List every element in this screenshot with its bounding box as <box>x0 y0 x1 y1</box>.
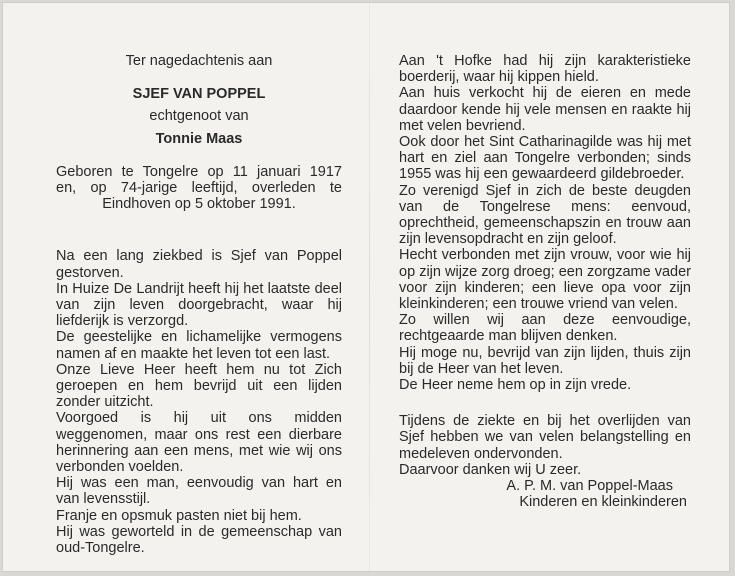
intro-text: Ter nagedachtenis aan <box>125 53 273 69</box>
paragraph: Hecht verbonden met zijn vrouw, voor wie hij op zijn wijze zorg droeg; een zorgzame vader voor zijn kinderen; een lieve opa voor zijn kleinkinderen; een trouwe vriend van velen. <box>399 247 691 313</box>
left-page <box>56 53 342 556</box>
memorial-card <box>2 2 730 572</box>
card-fold-line <box>369 2 370 572</box>
birth-line-2: en, op 74-jarige leeftijd, overleden te <box>56 180 342 197</box>
paragraph: In Huize De Landrijt heeft hij het laatste deel van zijn leven doorgebracht, waar hij liefderijk is verzorgd. <box>56 280 342 330</box>
right-text-block <box>399 53 691 393</box>
paragraph: Na een lang ziekbed is Sjef van Poppel gestorven. <box>56 248 342 281</box>
signature-family: Kinderen en kleinkinderen <box>519 494 687 511</box>
thanks-block <box>399 413 691 478</box>
paragraph: Aan 't Hofke had hij zijn karakteristieke boerderij, waar hij kippen hield. <box>399 53 691 86</box>
paragraph: Hij moge nu, bevrijd van zijn lijden, thuis zijn bij de Heer van het leven. <box>399 344 691 377</box>
paragraph: Zo willen wij aan deze eenvoudige, rechtgeaarde man blijven denken. <box>399 312 691 345</box>
thanks-closing: Daarvoor danken wij U zeer. <box>399 461 582 478</box>
signature <box>399 478 691 510</box>
signature-name: A. P. M. van Poppel-Maas <box>506 478 673 495</box>
paragraph: De geestelijke en lichamelijke vermogens namen af en maakte het leven tot een last. <box>56 329 342 362</box>
paragraph: Hij was geworteld in de gemeenschap van oud-Tongelre. <box>56 523 342 557</box>
left-text-block <box>56 248 342 556</box>
paragraph: Franje en opsmuk pasten niet bij hem. <box>56 507 302 524</box>
paragraph: Aan huis verkocht hij de eieren en mede daardoor kende hij vele mensen en raakte hij met velen bevriend. <box>399 85 691 134</box>
right-page <box>399 53 691 510</box>
paragraph: Zo verenigd Sjef in zich de beste deugden van de Tongelrese mens: eenvoud, oprechtheid, gemeenschapszin en trouw aan zijn levensopdracht en zijn geloof. <box>399 182 691 248</box>
spouse-name: Tonnie Maas <box>155 130 243 147</box>
paragraph: Voorgoed is hij uit ons midden weggenomen, maar ons rest een dierbare herinnering aan een mens, met wie wij ons verbonden voelden. <box>56 410 342 476</box>
paragraph: De Heer neme hem op in zijn vrede. <box>399 377 632 394</box>
relation-text: echtgenoot van <box>149 108 249 125</box>
paragraph: Hij was een man, eenvoudig van hart en van levensstijl. <box>56 475 342 508</box>
thanks-text: Tijdens de ziekte en bij het overlijden van Sjef hebben we van velen belangstelling en medeleven ondervonden. <box>399 413 691 462</box>
birth-line-3: Eindhoven op 5 oktober 1991. <box>102 196 296 213</box>
deceased-name: SJEF VAN POPPEL <box>132 86 266 103</box>
birth-line-1: Geboren te Tongelre op 11 januari 1917 <box>56 163 342 180</box>
paragraph: Onze Lieve Heer heeft hem nu tot Zich geroepen en hem bevrijd uit een lijden zonder uitzicht. <box>56 361 342 411</box>
paragraph: Ook door het Sint Catharinagilde was hij met hart en ziel aan Tongelre verbonden; sinds 1955 was hij een gewaardeerd gildebroeder. <box>399 134 691 183</box>
